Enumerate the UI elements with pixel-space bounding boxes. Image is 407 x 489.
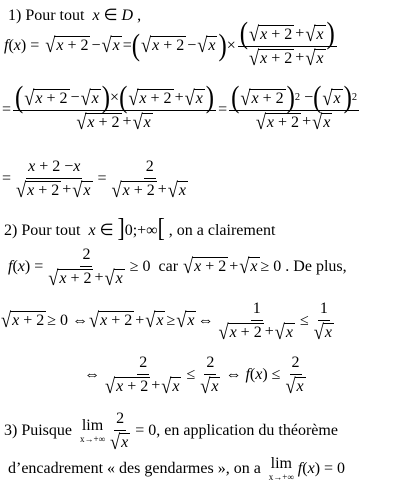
part2-positivity: f ( x ) = 2 √ x + 2 + √ x ≥ 0 car √ x + 2 + √ x ≥ 0 . De plus, bbox=[8, 246, 347, 290]
fx-bound: f bbox=[241, 365, 250, 383]
part3-tail1: , en application du théorème bbox=[156, 421, 338, 439]
part1-intro: 1) Pour tout x ∈ D , bbox=[8, 7, 142, 24]
part3-line2-start: d’encadrement « des gendarmes », on a bbox=[8, 460, 261, 477]
product-fraction: ( √ x + 2 − √ x ) × ( √ x + 2 + √ x ) √ x + 2 + √ x bbox=[15, 80, 215, 134]
limit-fraction: 2 √ x bbox=[110, 410, 129, 454]
part2-intro-label: 2) Pour tout bbox=[4, 222, 81, 239]
fx-lhs: f bbox=[4, 36, 9, 54]
simplified-fraction: x + 2 − x √ x + 2 + √ x bbox=[16, 158, 91, 202]
reciprocal-fraction: 1 √ x + 2 + √ x bbox=[218, 300, 293, 344]
double-fraction: 2 √ x + 2 + √ x bbox=[105, 354, 180, 398]
positivity-fraction: 2 √ x + 2 + √ x bbox=[48, 246, 123, 290]
reciprocal-sqrt-fraction: 1 √ x bbox=[313, 300, 332, 344]
result-fraction: 2 √ x + 2 + √ x bbox=[111, 158, 186, 202]
two-over-sqrt-fraction: 2 √ x bbox=[200, 354, 219, 398]
set-symbol: D bbox=[121, 7, 134, 24]
limit-operator: lim x→+∞ bbox=[80, 416, 105, 444]
part2-intro: 2) Pour tout x ∈ ]0;+∞[ , on a clairement bbox=[4, 213, 276, 243]
part2-chain1: √ x + 2 ≥ 0 ⇔ √ x + 2 + √ x ≥ √ x ⇔ 1 √ x + 2 + √ x ≤ 1 √ x bbox=[0, 300, 339, 341]
part3-intro-label: 3) Puisque bbox=[4, 421, 72, 439]
part3-line1: 3) Puisque lim x→+∞ 2 √ x = 0 , en application du théorème bbox=[4, 410, 338, 454]
part1-intro-label: 1) Pour tout bbox=[8, 7, 85, 24]
limit-operator-2: lim x→+∞ bbox=[268, 455, 294, 482]
part1-step3: = x + 2 − x √ x + 2 + √ x = 2 √ x + 2 + √ x bbox=[2, 158, 193, 199]
part1-step1: f ( x ) = √ x + 2 − √ x = ( √ x + 2 − √ x ) × ( √ x + 2 + √ x ) √ x + 2 + √ x bbox=[4, 16, 335, 70]
car-word: car bbox=[158, 257, 179, 275]
squares-fraction: ( √ x + 2 ) 2 − ( √ x ) 2 √ x + 2 + √ x bbox=[231, 80, 358, 134]
bound-fraction: 2 √ x bbox=[285, 354, 304, 398]
part2-intro-tail: , on a clairement bbox=[168, 222, 276, 239]
part2-chain2: ⇔ 2 √ x + 2 + √ x ≤ 2 √ x ⇔ f ( x ) ≤ 2 √ x bbox=[84, 354, 311, 395]
interval: ]0;+∞[ bbox=[117, 213, 165, 243]
part1-step2: = ( √ x + 2 − √ x ) × ( √ x + 2 + √ x ) √ x + 2 + √ x = ( √ x + 2 ) 2 − ( √ x ) 2 √ x + 2 + √ x bbox=[2, 80, 358, 134]
conjugate-fraction: ( √ x + 2 + √ x ) √ x + 2 + √ x bbox=[239, 16, 335, 70]
de-plus: . De plus, bbox=[285, 257, 347, 275]
part3-line2: d’encadrement « des gendarmes », on a lim x→+∞ f ( x ) = 0 bbox=[8, 455, 346, 482]
